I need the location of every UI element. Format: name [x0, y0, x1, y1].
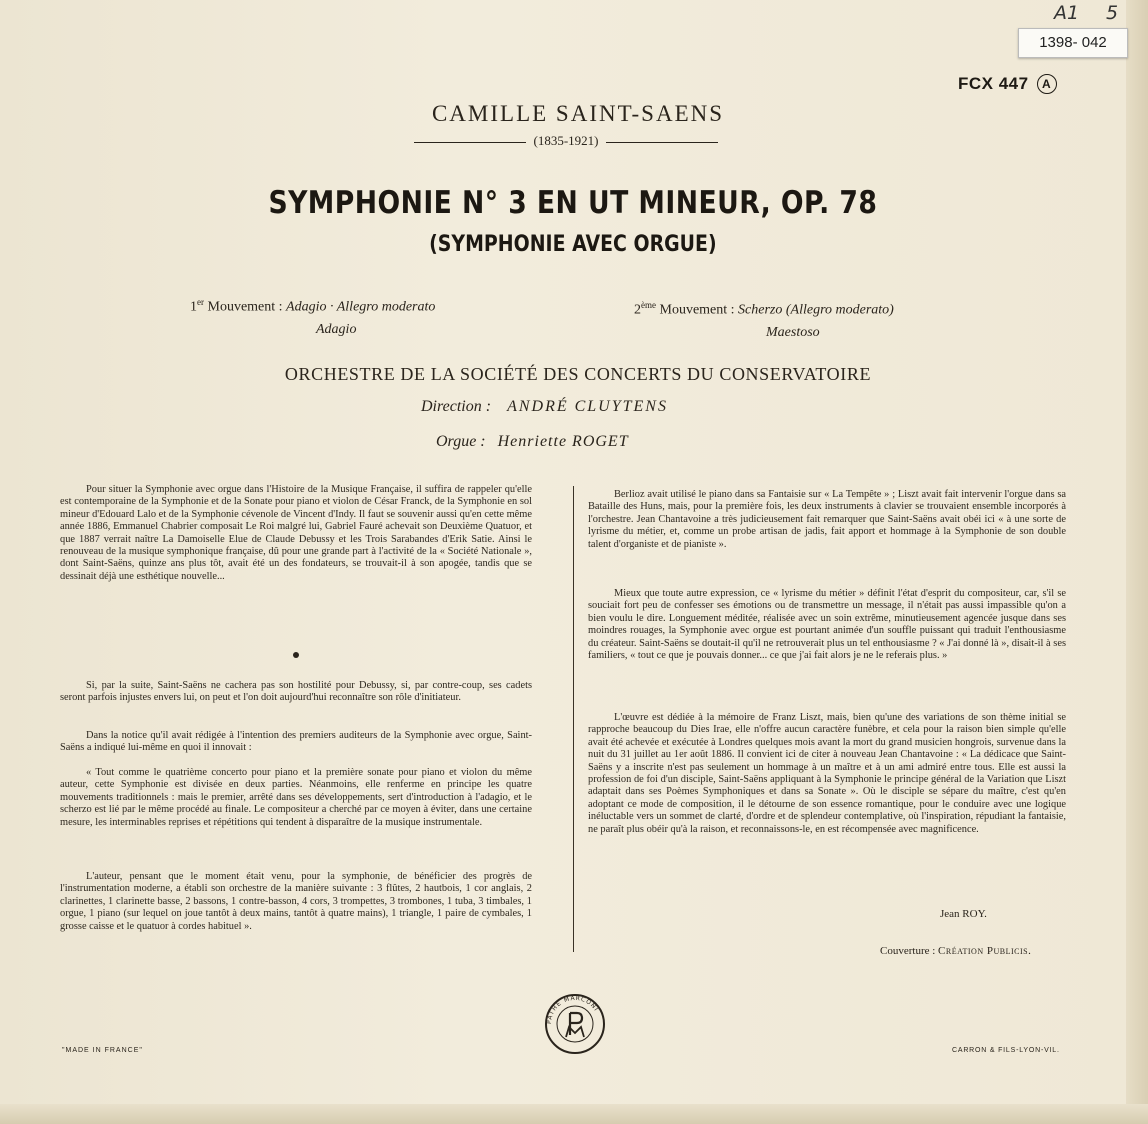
movement-2-tempo-2: Maestoso [766, 325, 820, 340]
sleeve-right-edge [1126, 0, 1148, 1124]
notes-paragraph [60, 871, 532, 933]
movement-1 [190, 297, 435, 316]
cover-label: Couverture : [880, 945, 936, 957]
handwritten-number: 5 [1106, 2, 1119, 24]
catalog-number [958, 74, 1057, 94]
composer-dates [414, 133, 718, 151]
notes-paragraph [60, 730, 532, 755]
movement-2-sup: ème [641, 300, 656, 310]
notes-paragraph [60, 767, 532, 829]
work-title: SYMPHONIE N° 3 EN UT MINEUR, OP. 78 [268, 185, 878, 221]
catalog-code: FCX 447 [958, 74, 1029, 93]
dates-rule-right [606, 142, 718, 143]
movement-2-label: Mouvement : [659, 302, 735, 318]
movement-1-sup: er [197, 297, 204, 307]
printer-credit: CARRON & FILS-LYON-VIL. [952, 1047, 1060, 1054]
notes-text: Pour situer la Symphonie avec orgue dans l'Histoire de la Musique Française, il suffira de rappeler qu'elle est contemporaine de la Symphonie et de la Sonate pour piano et violon de César Franck, de la Symphonie en sol mineur d'Edouard Lalo et de la Symphonie cévenole de Vincent d'Indy. Il faut se souvenir aussi qu'en cette même année 1886, Emmanuel Chabrier composait Le Roi malgré lui, Gabriel Fauré achevait son Deuxième Quatuor, et que 1887 verrait naître La Damoiselle Elue de Claude Debussy et les Trois Sarabandes d'Erik Satie. Ainsi le renouveau de la musique symphonique française, dû pour une grande part à l'activité de la « Société Nationale », dont Saint-Saëns, quinze ans plus tôt, avait été un des fondateurs, se trouvait-il à son apogée, tandis que se dessinait déjà une esthétique nouvelle... [60, 484, 532, 582]
column-divider [573, 486, 574, 952]
cover-designer: Création Publicis. [938, 945, 1032, 957]
notes-text: Dans la notice qu'il avait rédigée à l'intention des premiers auditeurs de la Symphonie avec orgue, Saint-Saëns a indiqué lui-même en quoi il innovait : [60, 730, 532, 754]
direction-label: Direction : [421, 398, 492, 415]
organist-name: Henriette ROGET [497, 433, 629, 450]
movement-2 [634, 300, 894, 319]
work-subtitle: (SYMPHONIE AVEC ORGUE) [429, 232, 717, 257]
movement-2-second-line [766, 325, 820, 341]
cover-credit [880, 945, 1031, 957]
notes-paragraph [60, 484, 532, 583]
conductor-credit [421, 398, 668, 416]
movement-1-second-line [316, 322, 356, 338]
catalog-circle-mark: A [1037, 74, 1057, 94]
notes-text: « Tout comme le quatrième concerto pour piano et la première sonate pour piano et violon du même auteur, cette Symphonie est divisée en deux parties. Néanmoins, elle renferme en principe les quatre mouvements traditionnels : mais le premier, arrêté dans ses développements, sert d'introduction à l'adagio, et le scherzo est lié par le même procédé au finale. Le compositeur a cherché par ce moyen à éviter, dans une certaine mesure, les interminables reprises et répétitions qui tendent à disparaître de la musique instrumentale. [60, 767, 532, 828]
made-in-france: "MADE IN FRANCE" [62, 1047, 143, 1054]
notes-text: Berlioz avait utilisé le piano dans sa Fantaisie sur « La Tempête » ; Liszt avait fait intervenir l'orgue dans sa Bataille des Huns, mais, pour la première fois, les deux instruments à clavier se trouvaient ensemble incorporés à l'orchestre. Jean Chantavoine a très judicieusement fait remarquer que Saint-Saëns avait obéi ici « à une sorte de lyrisme du métier, et, comme un probe artisan de jadis, fait apport et hommage à la Symphonie de son double talent d'organiste et de pianiste ». [588, 489, 1066, 550]
notes-paragraph [588, 588, 1066, 662]
movement-1-tempo-2: Adagio [316, 322, 357, 337]
notes-text: Si, par la suite, Saint-Saëns ne cachera pas son hostilité pour Debussy, si, par contre-coup, ses cadets seront parfois injustes envers lui, on peut et l'on doit aujourd'hui reconnaître son rôle d'initiateur. [60, 680, 532, 704]
sleeve-bottom-edge [0, 1104, 1148, 1124]
ornament-dot [293, 652, 299, 658]
notes-paragraph [60, 680, 532, 705]
movement-2-ordinal: 2 [634, 302, 641, 318]
author-signature: Jean ROY. [940, 908, 987, 920]
conductor-name: ANDRÉ CLUYTENS [507, 398, 668, 415]
organ-label: Orgue : [436, 433, 486, 450]
inventory-sticker: 1398- 042 [1018, 28, 1128, 58]
organist-credit [436, 433, 629, 451]
orchestra-name: ORCHESTRE DE LA SOCIÉTÉ DES CONCERTS DU CONSERVATOIRE [284, 364, 872, 384]
dates-text: (1835-1921) [533, 133, 599, 148]
notes-text: Mieux que toute autre expression, ce « lyrisme du métier » définit l'état d'esprit du compositeur, car, s'il se souciait fort peu de confesser ses émotions ou de transmettre un message, il n'était pas aussi impassible qu'on a bien voulu le dire. Longuement méditée, réalisée avec un soin extrême, minutieusement agencée jusque dans ses moindres rouages, la Symphonie avec orgue est pourtant animée d'un souffle puissant qui traduit l'enthousiasme du créateur. Saint-Saëns se doutait-il qu'il ne retrouverait plus un tel enthousiasme ? « J'ai donné là », disait-il à ses familiers, « tout ce que je pouvais donner... ce que j'ai fait alors je ne le referais plus. » [588, 588, 1066, 662]
movement-1-ordinal: 1 [190, 299, 197, 315]
notes-text: L'œuvre est dédiée à la mémoire de Franz Liszt, mais, bien qu'une des variations de son thème initial se rapproche beaucoup du Dies Irae, elle n'offre aucun caractère funèbre, et cela pour la raison bien simple qu'elle avait été achevée et exécutée à Londres quelques mois avant la mort du grand musicien hongrois, survenue dans la nuit du 31 juillet au 1er août 1886. Il convient ici de citer à nouveau Jean Chantavoine : « La dédicace que Saint-Saëns y a inscrite n'est pas seulement un hommage à un maître et à un ami admiré entre tous. Elle est aussi la profession de foi d'un disciple, Saint-Saëns appliquant à la Symphonie le principe général de la Variation que Liszt adaptait dans ses Poèmes Symphoniques et dans sa Sonate ». Où le disciple se sépare du maître, c'est qu'en adoptant ce mode de composition, il le détourne de son essence romantique, pour le conduire avec une logique inéluctable vers un sommet de clarté, d'ordre et de splendeur contemplative, où l'inspiration, répudiant la fantaisie, ne paraît plus obéir qu'à la raison, et reconnaissons-le, en est récompensée avec magnificence. [588, 712, 1066, 835]
movement-2-tempo: Scherzo (Allegro moderato) [738, 302, 894, 318]
notes-paragraph [588, 489, 1066, 551]
notes-text: L'auteur, pensant que le moment était venu, pour la symphonie, de bénéficier des progrès de l'instrumentation moderne, a établi son orchestre de la manière suivante : 3 flûtes, 2 hautbois, 1 cor anglais, 2 clarinettes, 1 clarinette basse, 2 bassons, 1 contre-basson, 4 cors, 3 trompettes, 3 trombones, 1 tuba, 3 timbales, 1 orgue, 1 piano (sur lequel on joue tantôt à deux mains, tantôt à quatre mains), 1 triangle, 1 paire de cymbales, 1 grosse caisse et le quatuor à cordes habituel ». [60, 871, 532, 932]
movement-1-tempo: Adagio · Allegro moderato [286, 299, 436, 315]
pathe-marconi-logo-icon [544, 993, 606, 1055]
handwritten-note: A1 [1054, 2, 1080, 24]
composer-name: CAMILLE SAINT-SAENS [431, 101, 725, 126]
notes-paragraph [588, 712, 1066, 836]
logo-ring-text: PATHÉ MARCONI [545, 994, 600, 1025]
movement-1-label: Mouvement : [207, 299, 283, 315]
